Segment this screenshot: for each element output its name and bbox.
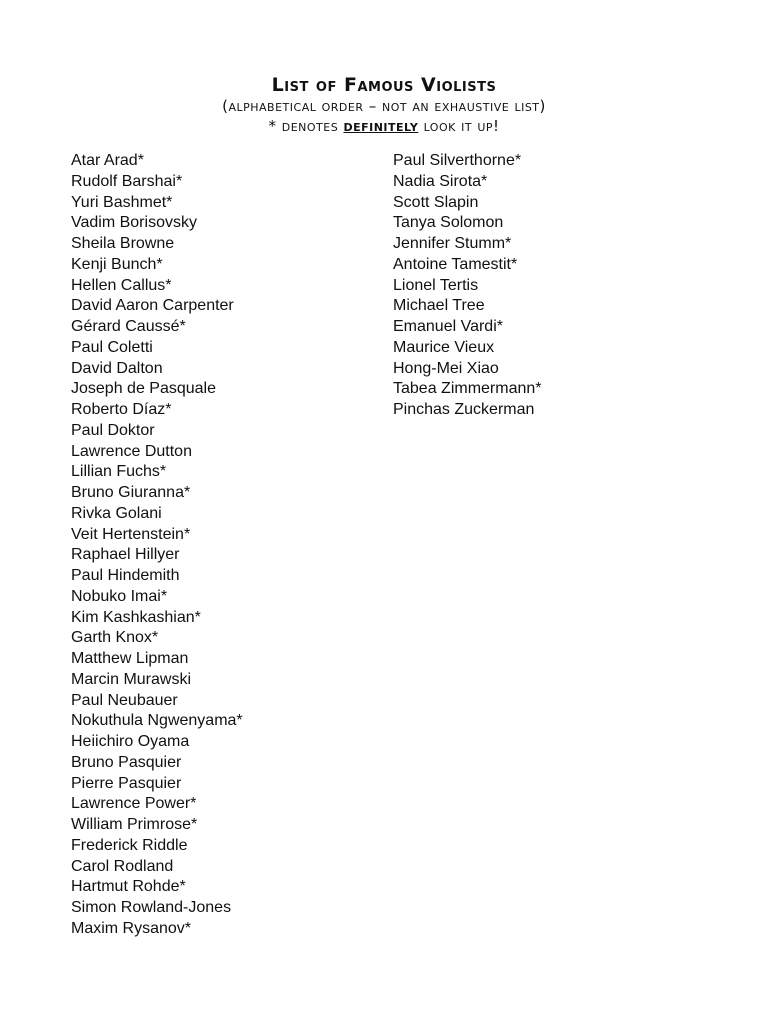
legend-note <box>0 116 768 136</box>
violist-name: Paul Neubauer <box>71 691 178 709</box>
legend-note-emphasis: definitely <box>343 117 419 135</box>
violist-name: Lawrence Power* <box>71 795 197 813</box>
violist-name: David Aaron Carpenter <box>71 297 234 315</box>
violist-name: Raphael Hillyer <box>71 546 180 564</box>
violist-name: Gérard Caussé* <box>71 318 186 335</box>
violist-name: Rivka Golani <box>71 504 162 522</box>
violist-name: Scott Slapin <box>393 193 479 211</box>
violist-name: Matthew Lipman <box>71 650 189 667</box>
violist-name: Garth Knox* <box>71 629 159 647</box>
legend-note-prefix: * denotes <box>268 117 344 135</box>
violist-name: Michael Tree <box>393 297 485 315</box>
violist-name: Nobuko Imai* <box>71 587 168 605</box>
violist-name: Maxim Rysanov* <box>71 919 192 937</box>
violist-name: Lawrence Dutton <box>71 442 192 460</box>
violist-name: David Dalton <box>71 359 163 377</box>
violist-name: William Primrose* <box>71 816 198 833</box>
violist-name: Emanuel Vardi* <box>393 318 503 335</box>
violist-name: Rudolf Barshai* <box>71 172 183 190</box>
page-subtitle: (alphabetical order – not an exhaustive list) <box>222 97 546 115</box>
violist-name: Tanya Solomon <box>393 214 504 232</box>
violist-name: Roberto Díaz* <box>71 401 172 418</box>
violist-name: Nokuthula Ngwenyama* <box>71 712 243 730</box>
violist-name: Joseph de Pasquale <box>71 380 216 398</box>
document-header <box>0 74 768 136</box>
violist-name: Veit Hertenstein* <box>71 525 191 543</box>
violist-name: Paul Silverthorne* <box>393 152 522 169</box>
violist-name: Maurice Vieux <box>393 338 495 356</box>
violist-name: Lillian Fuchs* <box>71 463 167 481</box>
violist-name: Kim Kashkashian* <box>71 608 201 626</box>
violist-name: Pierre Pasquier <box>71 774 182 792</box>
violist-name: Atar Arad* <box>71 152 144 169</box>
legend-note-suffix: look it up! <box>418 117 500 135</box>
violist-name: Jennifer Stumm* <box>393 235 512 252</box>
violist-name: Paul Coletti <box>71 338 153 356</box>
violist-list-left <box>71 151 243 940</box>
violist-name: Nadia Sirota* <box>393 172 488 190</box>
violist-name: Hong-Mei Xiao <box>393 359 499 377</box>
violist-name: Paul Doktor <box>71 421 155 439</box>
violist-name: Simon Rowland-Jones <box>71 899 232 916</box>
violist-list-right <box>393 151 542 421</box>
violist-name: Frederick Riddle <box>71 836 188 854</box>
violist-name: Kenji Bunch* <box>71 255 163 273</box>
violist-name: Hartmut Rohde* <box>71 878 186 896</box>
violist-name: Paul Hindemith <box>71 567 180 584</box>
violist-name: Tabea Zimmermann* <box>393 380 542 398</box>
violist-name: Pinchas Zuckerman <box>393 401 535 418</box>
violist-name: Sheila Browne <box>71 235 175 252</box>
violist-name: Bruno Giuranna* <box>71 484 191 501</box>
violist-name: Bruno Pasquier <box>71 753 182 771</box>
violist-name: Yuri Bashmet* <box>71 193 173 211</box>
violist-name: Carol Rodland <box>71 857 174 875</box>
violist-name: Vadim Borisovsky <box>71 214 197 232</box>
violist-name: Hellen Callus* <box>71 276 172 294</box>
page-title: List of Famous Violists <box>271 74 497 96</box>
violist-name: Lionel Tertis <box>393 276 479 294</box>
violist-name: Heiichiro Oyama <box>71 733 190 750</box>
violist-name: Antoine Tamestit* <box>393 255 518 273</box>
violist-name: Marcin Murawski <box>71 670 192 688</box>
